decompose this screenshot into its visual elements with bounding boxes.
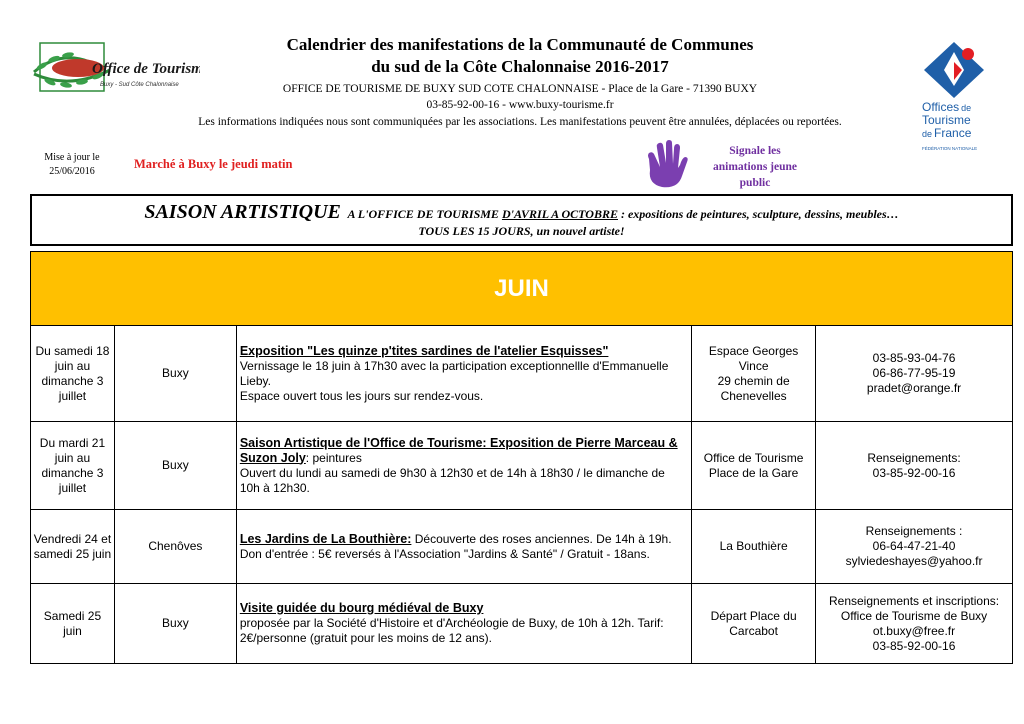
event-venue [692, 422, 816, 510]
saison-part2: : expositions de peintures, sculpture, dessins, meubles… [620, 207, 899, 221]
contact-line: 03-85-92-00-16 [872, 465, 956, 480]
saison-title: SAISON ARTISTIQUE [144, 201, 341, 223]
event-row [31, 422, 1013, 510]
contact-line: sylviedeshayes@yahoo.fr [845, 554, 983, 568]
contact-line: ot.buxy@free.fr [872, 623, 956, 638]
contact-line: 03-85-93-04-76 [872, 351, 956, 365]
contact-line: Renseignements : [865, 524, 963, 538]
date-line: Vendredi 24 et [33, 531, 112, 546]
date-line: dimanche 3 [41, 465, 104, 480]
document-header [210, 34, 830, 113]
desc-line: 10h à 12h30. [239, 480, 310, 495]
event-title: Visite guidée du bourg médiéval de Buxy [239, 601, 484, 615]
page-title-line1: Calendrier des manifestations de la Communauté de Communes [286, 35, 754, 54]
event-title: Les Jardins de La Bouthière: [239, 531, 412, 546]
event-description [236, 584, 691, 664]
event-town: Buxy [114, 584, 236, 664]
desc-line: Espace ouvert tous les jours sur rendez-vous. [239, 388, 484, 403]
event-town: Buxy [114, 422, 236, 510]
date-line: juillet [58, 480, 87, 495]
logo-right-line1b: de [961, 103, 972, 113]
contact-line: pradet@orange.fr [866, 381, 962, 395]
date-line: juin au [54, 450, 91, 465]
contact-line: Renseignements et inscriptions: [828, 593, 1000, 608]
event-row [31, 510, 1013, 584]
venue-line: Espace Georges [708, 343, 799, 358]
venue-line: Vince [738, 358, 769, 373]
event-contact [816, 510, 1013, 584]
event-title-rest: Découverte des roses anciennes. De 14h à 19h. [411, 531, 672, 546]
event-row [31, 584, 1013, 664]
event-venue [692, 584, 816, 664]
youth-legend [700, 143, 810, 191]
event-contact [816, 422, 1013, 510]
office-tourisme-logo [30, 40, 200, 100]
date-line: juin au [54, 358, 91, 373]
venue-line: Carcabot [729, 623, 778, 638]
logo-right-line4: FÉDÉRATION NATIONALE [922, 146, 978, 151]
date-line: dimanche 3 [41, 373, 104, 388]
update-label: Mise à jour le [44, 152, 100, 163]
svg-text:Officesde [922, 100, 971, 114]
venue-line: Place de la Gare [708, 465, 799, 480]
event-date [31, 584, 115, 664]
market-note: Marché à Buxy le jeudi matin [134, 157, 293, 171]
update-info [30, 151, 114, 179]
update-date: 25/06/2016 [49, 166, 95, 177]
venue-line: Office de Tourisme [703, 450, 804, 465]
youth-legend-line2: animations jeune [712, 161, 798, 173]
logo-right-line3b: France [934, 126, 972, 140]
event-description [236, 510, 691, 584]
date-line: Samedi 25 [43, 608, 102, 623]
venue-line: Départ Place du [710, 608, 797, 623]
event-town: Chenôves [114, 510, 236, 584]
date-line: Du mardi 21 [39, 435, 106, 450]
event-row [31, 326, 1013, 422]
office-contact: 03-85-92-00-16 - www.buxy-tourisme.fr [426, 99, 614, 111]
saison-period: D'AVRIL A OCTOBRE [501, 207, 618, 221]
office-address: OFFICE DE TOURISME DE BUXY SUD COTE CHALONNAISE - Place de la Gare - 71390 BUXY [282, 83, 758, 95]
desc-line: proposée par la Société d'Histoire et d'Archéologie de Buxy, de 10h à 12h. Tarif: [239, 616, 664, 630]
event-description [236, 326, 691, 422]
logo-tagline: Buxy - Sud Côte Chalonnaise [100, 82, 179, 88]
contact-line: 06-64-47-21-40 [872, 539, 956, 553]
saison-line2: TOUS LES 15 JOURS, un nouvel artiste! [418, 224, 625, 238]
event-title-rest: : peintures [305, 450, 362, 465]
desc-line: Vernissage le 18 juin à 17h30 avec la participation exceptionnellle d'Emmanuelle [239, 358, 669, 373]
desc-line: Don d'entrée : 5€ reversés à l'Association "Jardins & Santé" / Gratuit - 18ans. [239, 546, 650, 561]
desc-line: Lieby. [239, 373, 271, 388]
event-title: Exposition "Les quinze p'tites sardines de l'atelier Esquisses" [239, 343, 609, 358]
events-table [30, 325, 1013, 664]
page-title-line2: du sud de la Côte Chalonnaise 2016-2017 [371, 57, 669, 76]
saison-artistique-box [30, 194, 1013, 246]
logo-right-line2: Tourisme [922, 113, 971, 127]
month-label: JUIN [494, 274, 549, 302]
desc-line: 2€/personne (gratuit pour les moins de 12 ans). [239, 631, 492, 645]
event-venue [692, 326, 816, 422]
youth-legend-line3: public [739, 177, 771, 189]
event-date [31, 510, 115, 584]
event-contact [816, 326, 1013, 422]
logo-text: Office de Tourisme [92, 61, 200, 77]
logo-right-line3: de [922, 129, 933, 139]
contact-line: 06-86-77-95-19 [872, 366, 956, 380]
youth-legend-line1: Signale les [729, 145, 781, 157]
contact-line: Office de Tourisme de Buxy [840, 608, 988, 623]
date-line: Du samedi 18 [35, 343, 110, 358]
event-contact [816, 584, 1013, 664]
venue-line: La Bouthière [719, 539, 788, 553]
date-line: juillet [58, 388, 87, 403]
purple-hand-icon [640, 140, 692, 190]
contact-line: 03-85-92-00-16 [872, 638, 956, 653]
contact-line: Renseignements: [867, 450, 961, 465]
venue-line: 29 chemin de [717, 373, 790, 388]
logo-right-line1: Offices [922, 100, 960, 114]
saison-part1: A L'OFFICE DE TOURISME [347, 207, 499, 221]
month-banner [30, 251, 1013, 326]
event-description [236, 422, 691, 510]
event-title: Saison Artistique de l'Office de Tourisme: Exposition de Pierre Marceau & Suzon Joly [239, 435, 678, 465]
event-venue [692, 510, 816, 584]
event-date [31, 422, 115, 510]
offices-de-tourisme-de-france-logo [918, 40, 990, 155]
date-line: samedi 25 juin [33, 546, 112, 561]
disclaimer: Les informations indiquées nous sont communiquées par les associations. Les manifestations peuvent être annulées, déplacées ou reportées. [198, 116, 842, 128]
desc-line: Ouvert du lundi au samedi de 9h30 à 12h30 et de 14h à 18h30 / le dimanche de [239, 465, 665, 480]
venue-line: Chenevelles [720, 388, 787, 403]
event-town: Buxy [114, 326, 236, 422]
event-date [31, 326, 115, 422]
svg-text:deFrance [922, 126, 972, 140]
date-line: juin [63, 623, 82, 638]
